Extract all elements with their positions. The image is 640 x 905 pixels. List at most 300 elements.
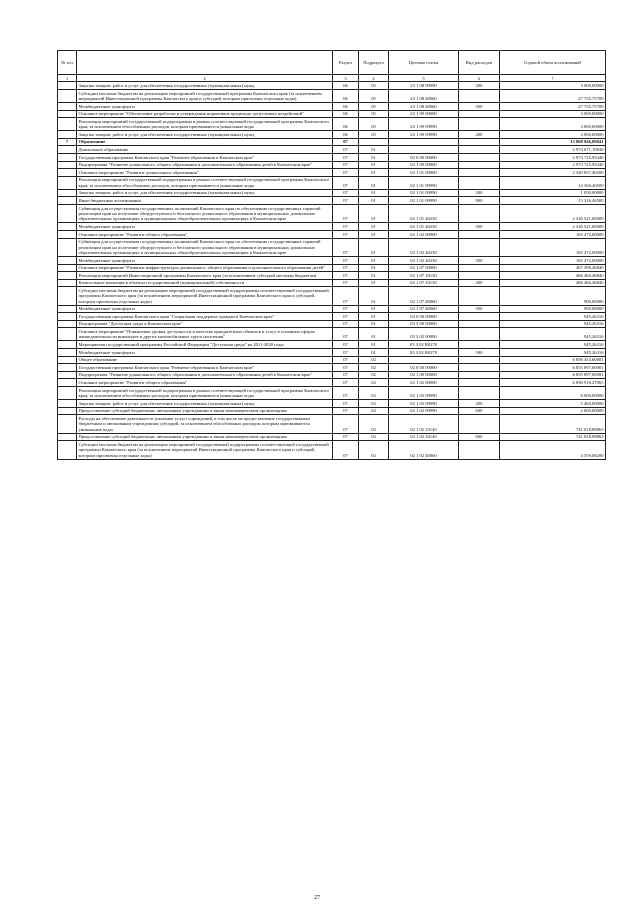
target-article-cell: 02 1 02 10140 [389, 433, 459, 441]
podrazdel-cell: 01 [359, 256, 389, 264]
header-annual-amount: Годовой объем ассигнований [500, 51, 606, 75]
amount-cell: 2 600,00000 [500, 407, 606, 415]
razdel-cell: 07 [333, 169, 359, 177]
row-name-cell: Иные бюджетные ассигнования [77, 197, 333, 205]
table-row [58, 176, 606, 189]
target-article-cell [389, 356, 459, 364]
row-number-cell [58, 387, 77, 400]
amount-cell: 165 472,00000 [500, 230, 606, 238]
header-razdel: Раздел [333, 51, 359, 75]
razdel-cell: 06 [333, 131, 359, 139]
target-article-cell: 03 3 02 00000 [389, 328, 459, 341]
table-row [58, 387, 606, 400]
razdel-cell: 06 [333, 110, 359, 118]
row-number-cell [58, 305, 77, 313]
target-article-cell: 02 1 02 09990 [389, 400, 459, 408]
podrazdel-cell: 02 [359, 407, 389, 415]
target-article-cell: 23 1 08 40060 [389, 89, 459, 102]
table-row [58, 161, 606, 169]
razdel-cell: 07 [333, 223, 359, 231]
document-page [57, 50, 605, 460]
expense-type-cell: 500 [459, 223, 500, 231]
row-name-cell: Дошкольное образование [77, 146, 333, 154]
row-name-cell: Межбюджетные трансферты [77, 305, 333, 313]
amount-cell: 2 326 521,00000 [500, 204, 606, 222]
amount-cell: 900,00000 [500, 305, 606, 313]
expense-type-cell: 200 [459, 400, 500, 408]
column-index: 7 [500, 75, 606, 82]
header-expense-type: Вид расходов [459, 51, 500, 75]
row-number-cell [58, 146, 77, 154]
row-name-cell: Субсидии местным бюджетам на реализацию мероприятий государственной программы Камчатского края (за исключением мероприятий Инвестиционной программы Камчатского края и субсидий, которым присвоены отдельные коды) [77, 89, 333, 102]
amount-cell: 2 973 725,93340 [500, 161, 606, 169]
expense-type-cell [459, 320, 500, 328]
table-row [58, 313, 606, 321]
expense-type-cell: 400 [459, 279, 500, 287]
row-name-cell: Основное мероприятие "Обеспечение разработки и утверждения нормативов предельно-допустимых воздействий" [77, 110, 333, 118]
target-article-cell: 02 1 02 00000 [389, 379, 459, 387]
razdel-cell: 07 [333, 279, 359, 287]
row-name-cell: Основное мероприятие "Развитие общего образования" [77, 379, 333, 387]
table-row [58, 341, 606, 349]
target-article-cell: 03 3 02 R0270 [389, 349, 459, 357]
amount-cell: 466 466,46840 [500, 272, 606, 280]
row-number-cell [58, 313, 77, 321]
razdel-cell: 07 [333, 230, 359, 238]
row-name-cell: Субвенции для осуществления государственных полномочий Камчатского края по обеспечению государственных гарантий реализации прав на получение общедоступного и бесплатного дошкольного образования в муниципальных дошкольных образовательных организациях и муниципальных общеобразовательных организациях в Камчатском крае [77, 204, 333, 222]
amount-cell: 945,26316 [500, 313, 606, 321]
target-article-cell: 02 1 02 40230 [389, 238, 459, 256]
table-row [58, 169, 606, 177]
target-article-cell: 23 1 08 09990 [389, 82, 459, 90]
row-number-cell [58, 161, 77, 169]
podrazdel-cell [359, 138, 389, 146]
row-number-cell [58, 204, 77, 222]
podrazdel-cell: 01 [359, 320, 389, 328]
amount-cell: 6 855 897,60081 [500, 364, 606, 372]
row-number-cell [58, 118, 77, 131]
razdel-cell: 07 [333, 364, 359, 372]
table-row [58, 328, 606, 341]
podrazdel-cell: 05 [359, 102, 389, 110]
razdel-cell: 07 [333, 441, 359, 459]
podrazdel-cell: 01 [359, 146, 389, 154]
podrazdel-cell: 01 [359, 287, 389, 305]
podrazdel-cell: 02 [359, 379, 389, 387]
razdel-cell: 07 [333, 197, 359, 205]
amount-cell: 6 856 453,60081 [500, 356, 606, 364]
row-name-cell: Общее образование [77, 356, 333, 364]
row-number-cell [58, 349, 77, 357]
expense-type-cell: 200 [459, 189, 500, 197]
row-name-cell: Предоставление субсидий бюджетным, автономным учреждениям и иным некоммерческим организациям [77, 433, 333, 441]
amount-cell: 165 472,00000 [500, 238, 606, 256]
amount-cell: 6 090 916,27065 [500, 379, 606, 387]
target-article-cell: 02 1 01 40230 [389, 223, 459, 231]
podrazdel-cell: 01 [359, 161, 389, 169]
table-row [58, 272, 606, 280]
row-name-cell: Субвенции для осуществления государственных полномочий Камчатского края по обеспечению государственных гарантий реализации прав на получение общедоступного и бесплатного дошкольного образования в муниципальных дошкольных образовательных организациях и муниципальных общеобразовательных организациях в Камчатском крае [77, 238, 333, 256]
podrazdel-cell: 01 [359, 197, 389, 205]
razdel-cell: 07 [333, 341, 359, 349]
expense-type-cell [459, 341, 500, 349]
amount-cell: 6 855 897,60081 [500, 371, 606, 379]
table-row [58, 82, 606, 90]
row-name-cell: Реализация мероприятий государственной подпрограммы в рамках соответствующей государственной программы Камчатского края, за исключением обособленных расходов, которым присваиваются уникальные коды [77, 118, 333, 131]
row-name-cell: Реализация мероприятий государственной подпрограммы в рамках соответствующей государственной программы Камчатского края, за исключением обособленных расходов, которым присваиваются уникальные коды [77, 387, 333, 400]
row-name-cell: Закупка товаров, работ и услуг для обеспечения государственных (муниципальных) нужд [77, 400, 333, 408]
expense-type-cell: 600 [459, 407, 500, 415]
table-row [58, 131, 606, 139]
target-article-cell: 03 3 02 R0270 [389, 341, 459, 349]
razdel-cell: 07 [333, 153, 359, 161]
target-article-cell: 02 1 02 00000 [389, 230, 459, 238]
expense-type-cell [459, 89, 500, 102]
razdel-cell: 07 [333, 387, 359, 400]
row-name-cell: Субсидии местным бюджетам на реализацию мероприятий государственной подпрограммы соответствующей государственной программы Камчатского края (за исключением мероприятий Инвестиционной программы Камчатского края и субсидий, которым присвоены отдельные коды) [77, 287, 333, 305]
razdel-cell: 07 [333, 313, 359, 321]
header-podrazdel: Подраздел [359, 51, 389, 75]
podrazdel-cell: 01 [359, 272, 389, 280]
razdel-cell: 07 [333, 320, 359, 328]
row-name-cell: Реализация мероприятий Инвестиционной программы Камчатского края (за исключением субсидий местным бюджетам) [77, 272, 333, 280]
amount-cell: 741 018,88863 [500, 433, 606, 441]
row-number-cell [58, 328, 77, 341]
amount-cell: 466 466,46840 [500, 279, 606, 287]
amount-cell: 3 000,00000 [500, 131, 606, 139]
row-name-cell: Межбюджетные трансферты [77, 256, 333, 264]
target-article-cell: 02 1 01 09990 [389, 189, 459, 197]
razdel-cell: 07 [333, 204, 359, 222]
expense-type-cell: 500 [459, 349, 500, 357]
target-article-cell: 02 1 00 00000 [389, 161, 459, 169]
amount-cell: 13 868 946,09041 [500, 138, 606, 146]
expense-type-cell [459, 204, 500, 222]
row-number-cell [58, 189, 77, 197]
podrazdel-cell: 01 [359, 230, 389, 238]
row-number-cell [58, 279, 77, 287]
table-row [58, 441, 606, 459]
amount-cell: 945,26316 [500, 341, 606, 349]
row-number-cell [58, 82, 77, 90]
expense-type-cell [459, 415, 500, 433]
target-article-cell: 02 1 02 09990 [389, 407, 459, 415]
table-row [58, 102, 606, 110]
table-row [58, 264, 606, 272]
razdel-cell: 07 [333, 356, 359, 364]
column-index: 4 [359, 75, 389, 82]
row-number-cell [58, 264, 77, 272]
amount-cell: 2 973 725,93340 [500, 153, 606, 161]
table-row [58, 407, 606, 415]
podrazdel-cell: 01 [359, 279, 389, 287]
column-index-row [58, 75, 606, 82]
podrazdel-cell: 02 [359, 441, 389, 459]
razdel-cell: 07 [333, 176, 359, 189]
expense-type-cell: 200 [459, 131, 500, 139]
table-row [58, 197, 606, 205]
expense-type-cell [459, 146, 500, 154]
amount-cell: 2 974 671,19636 [500, 146, 606, 154]
target-article-cell: 02 1 02 40060 [389, 441, 459, 459]
row-name-cell: Реализация мероприятий государственной подпрограммы в рамках соответствующей государственной программы Камчатского края, за исключением обособленных расходов, которым присваиваются уникальные коды [77, 176, 333, 189]
row-number-cell [58, 169, 77, 177]
row-name-cell: Подпрограмма "Развитие дошкольного, общего образования и дополнительного образования детей в Камчатском крае" [77, 371, 333, 379]
amount-cell: 165 472,00000 [500, 256, 606, 264]
target-article-cell: 02 1 02 10140 [389, 415, 459, 433]
row-name-cell: Государственная программа Камчатского края "Развитие образования в Камчатском крае" [77, 364, 333, 372]
table-row [58, 400, 606, 408]
row-name-cell: Мероприятия государственной программы Российской Федерации "Доступная среда" на 2011-2020 годы [77, 341, 333, 349]
razdel-cell: 07 [333, 272, 359, 280]
podrazdel-cell: 02 [359, 356, 389, 364]
target-article-cell [389, 138, 459, 146]
target-article-cell: 02 0 00 00000 [389, 153, 459, 161]
razdel-cell: 07 [333, 146, 359, 154]
podrazdel-cell: 02 [359, 371, 389, 379]
target-article-cell: 23 1 09 00000 [389, 110, 459, 118]
target-article-cell: 23 1 09 09990 [389, 118, 459, 131]
row-name-cell: Расходы на обеспечение деятельности (оказание услуг) учреждений, в том числе на предоставление государственным бюджетным и автономным учреждениям субсидий, за исключением обособленных расходов, которым присваиваются уникальные коды [77, 415, 333, 433]
podrazdel-cell: 01 [359, 153, 389, 161]
razdel-cell: 07 [333, 138, 359, 146]
expense-type-cell [459, 287, 500, 305]
expense-type-cell: 800 [459, 197, 500, 205]
row-number-cell [58, 256, 77, 264]
amount-cell: 3 000,00000 [500, 82, 606, 90]
expense-type-cell [459, 272, 500, 280]
row-name-cell: Закупка товаров, работ и услуг для обеспечения государственных (муниципальных) нужд [77, 82, 333, 90]
razdel-cell: 07 [333, 433, 359, 441]
expense-type-cell [459, 176, 500, 189]
row-name-cell: Закупка товаров, работ и услуг для обеспечения государственных (муниципальных) нужд [77, 189, 333, 197]
razdel-cell: 07 [333, 287, 359, 305]
razdel-cell: 07 [333, 371, 359, 379]
table-row [58, 110, 606, 118]
row-number-cell: 7 [58, 138, 77, 146]
podrazdel-cell: 01 [359, 176, 389, 189]
table-row [58, 356, 606, 364]
amount-cell: 27 735,75700 [500, 102, 606, 110]
podrazdel-cell: 01 [359, 264, 389, 272]
row-number-cell [58, 223, 77, 231]
row-number-cell [58, 287, 77, 305]
amount-cell: 2 340 857,46500 [500, 169, 606, 177]
table-row [58, 204, 606, 222]
expense-type-cell [459, 169, 500, 177]
expense-type-cell: 500 [459, 305, 500, 313]
row-number-cell [58, 400, 77, 408]
column-index: 5 [389, 75, 459, 82]
target-article-cell [389, 146, 459, 154]
row-name-cell: Государственная программа Камчатского края "Развитие образования в Камчатском крае" [77, 153, 333, 161]
row-number-cell [58, 371, 77, 379]
amount-cell: 467 396,46840 [500, 264, 606, 272]
amount-cell: 3 000,00000 [500, 110, 606, 118]
expense-type-cell [459, 387, 500, 400]
table-row [58, 433, 606, 441]
table-row [58, 138, 606, 146]
row-number-cell [58, 102, 77, 110]
podrazdel-cell: 01 [359, 305, 389, 313]
razdel-cell: 07 [333, 349, 359, 357]
razdel-cell: 07 [333, 400, 359, 408]
expense-type-cell: 500 [459, 256, 500, 264]
target-article-cell: 02 0 00 00000 [389, 364, 459, 372]
podrazdel-cell: 01 [359, 349, 389, 357]
row-name-cell: Капитальные вложения в объекты государственной (муниципальной) собственности [77, 279, 333, 287]
podrazdel-cell: 02 [359, 400, 389, 408]
column-index: 1 [58, 75, 77, 82]
row-number-cell [58, 110, 77, 118]
podrazdel-cell: 02 [359, 364, 389, 372]
row-number-cell [58, 356, 77, 364]
razdel-cell: 06 [333, 118, 359, 131]
target-article-cell: 02 1 00 00000 [389, 371, 459, 379]
table-row [58, 349, 606, 357]
podrazdel-cell: 05 [359, 82, 389, 90]
expense-type-cell [459, 118, 500, 131]
expense-type-cell [459, 328, 500, 341]
budget-table [57, 50, 606, 460]
amount-cell: 4 559,08200 [500, 441, 606, 459]
table-row [58, 146, 606, 154]
expense-type-cell: 200 [459, 82, 500, 90]
razdel-cell: 07 [333, 328, 359, 341]
table-row [58, 118, 606, 131]
table-row [58, 89, 606, 102]
expense-type-cell [459, 364, 500, 372]
row-name-cell: Предоставление субсидий бюджетным, автономным учреждениям и иным некоммерческим организациям [77, 407, 333, 415]
expense-type-cell [459, 138, 500, 146]
target-article-cell: 02 1 01 00000 [389, 169, 459, 177]
table-row [58, 230, 606, 238]
expense-type-cell [459, 161, 500, 169]
target-article-cell: 23 1 09 09990 [389, 131, 459, 139]
expense-type-cell [459, 230, 500, 238]
row-number-cell [58, 364, 77, 372]
target-article-cell: 02 1 01 40230 [389, 204, 459, 222]
expense-type-cell: 500 [459, 102, 500, 110]
podrazdel-cell: 02 [359, 387, 389, 400]
row-number-cell [58, 433, 77, 441]
razdel-cell: 07 [333, 407, 359, 415]
header-num: № п/п [58, 51, 77, 75]
row-name-cell: Межбюджетные трансферты [77, 223, 333, 231]
table-row [58, 223, 606, 231]
razdel-cell: 07 [333, 415, 359, 433]
amount-cell: 945,26316 [500, 320, 606, 328]
amount-cell: 14 366,46500 [500, 176, 606, 189]
table-row [58, 305, 606, 313]
podrazdel-cell: 02 [359, 415, 389, 433]
row-number-cell [58, 153, 77, 161]
target-article-cell: 02 1 01 09990 [389, 197, 459, 205]
expense-type-cell [459, 153, 500, 161]
amount-cell: 3 000,00000 [500, 118, 606, 131]
table-row [58, 279, 606, 287]
amount-cell: 945,26316 [500, 328, 606, 341]
razdel-cell: 07 [333, 305, 359, 313]
razdel-cell: 06 [333, 82, 359, 90]
podrazdel-cell: 01 [359, 204, 389, 222]
row-number-cell [58, 230, 77, 238]
table-row [58, 379, 606, 387]
row-name-cell: Основное мероприятие "Развитие общего образования" [77, 230, 333, 238]
razdel-cell: 07 [333, 161, 359, 169]
podrazdel-cell: 01 [359, 169, 389, 177]
podrazdel-cell: 01 [359, 238, 389, 256]
podrazdel-cell: 01 [359, 328, 389, 341]
amount-cell: 5 400,00000 [500, 400, 606, 408]
target-article-cell: 02 1 02 09990 [389, 387, 459, 400]
row-number-cell [58, 197, 77, 205]
table-row [58, 238, 606, 256]
page-number: 27 [314, 895, 320, 901]
table-header-row [58, 51, 606, 75]
row-number-cell [58, 407, 77, 415]
podrazdel-cell: 01 [359, 189, 389, 197]
row-name-cell: Подпрограмма "Доступная среда в Камчатском крае" [77, 320, 333, 328]
target-article-cell: 02 1 07 10130 [389, 272, 459, 280]
expense-type-cell [459, 371, 500, 379]
podrazdel-cell: 01 [359, 223, 389, 231]
row-number-cell [58, 379, 77, 387]
razdel-cell: 07 [333, 256, 359, 264]
target-article-cell: 02 1 01 09990 [389, 176, 459, 189]
target-article-cell: 02 1 07 00000 [389, 264, 459, 272]
row-number-cell [58, 441, 77, 459]
expense-type-cell [459, 441, 500, 459]
amount-cell: 945,26316 [500, 349, 606, 357]
row-name-cell: Межбюджетные трансферты [77, 102, 333, 110]
table-row [58, 153, 606, 161]
target-article-cell: 02 1 07 40060 [389, 287, 459, 305]
razdel-cell: 07 [333, 379, 359, 387]
podrazdel-cell: 02 [359, 433, 389, 441]
podrazdel-cell: 05 [359, 118, 389, 131]
header-name [77, 51, 333, 75]
row-number-cell [58, 320, 77, 328]
podrazdel-cell: 01 [359, 313, 389, 321]
target-article-cell: 23 1 08 40060 [389, 102, 459, 110]
table-row [58, 364, 606, 372]
row-name-cell: Закупка товаров, работ и услуг для обеспечения государственных (муниципальных) нужд [77, 131, 333, 139]
podrazdel-cell: 05 [359, 110, 389, 118]
razdel-cell: 06 [333, 102, 359, 110]
row-name-cell: Межбюджетные трансферты [77, 349, 333, 357]
amount-cell: 27 735,75700 [500, 89, 606, 102]
amount-cell: 900,00000 [500, 287, 606, 305]
podrazdel-cell: 05 [359, 89, 389, 102]
table-row [58, 415, 606, 433]
row-name-cell: Основное мероприятие "Развитие инфраструктуры дошкольного, общего образования и дополнительного образования детей" [77, 264, 333, 272]
row-name-cell: Образование [77, 138, 333, 146]
row-number-cell [58, 415, 77, 433]
table-row [58, 189, 606, 197]
table-row [58, 256, 606, 264]
razdel-cell: 07 [333, 264, 359, 272]
amount-cell: 13 316,46500 [500, 197, 606, 205]
expense-type-cell [459, 238, 500, 256]
table-row [58, 320, 606, 328]
column-index: 6 [459, 75, 500, 82]
target-article-cell: 02 1 07 10130 [389, 279, 459, 287]
expense-type-cell [459, 313, 500, 321]
column-index: 3 [333, 75, 359, 82]
amount-cell: 741 018,88863 [500, 415, 606, 433]
amount-cell: 1 050,00000 [500, 189, 606, 197]
